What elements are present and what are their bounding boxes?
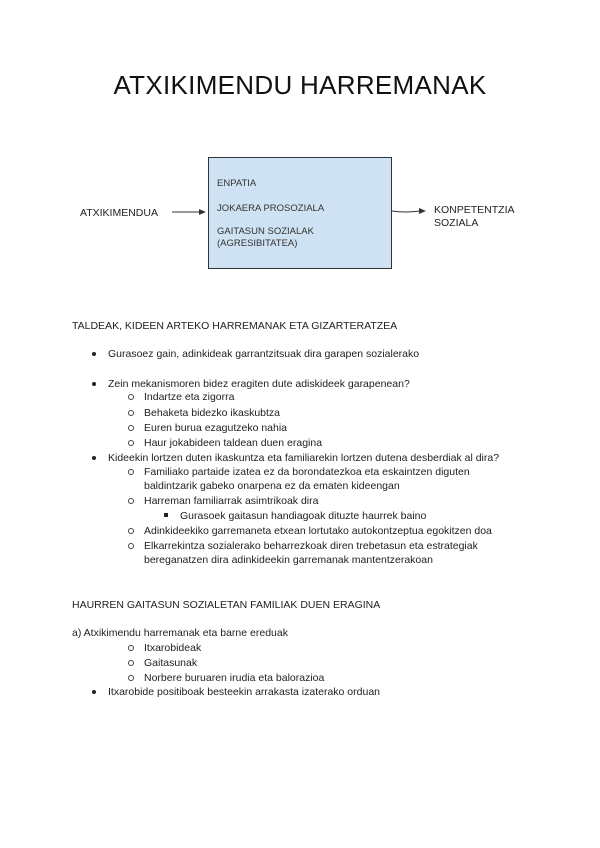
bullet-dot [92, 456, 96, 460]
sub-bullet-circle [128, 440, 134, 446]
bullet2-item-1: Indartze eta zigorra [144, 391, 235, 403]
arrow-left-head [199, 209, 206, 215]
bullet2-item-4: Haur jokabideen taldean duen eragina [144, 437, 323, 449]
box-item-empathy: ENPATIA [217, 178, 257, 189]
sub-sub-bullet-square [164, 513, 168, 517]
bullet3-item2-sub: Gurasoek gaitasun handiagoak dituzte haurrek baino [180, 510, 427, 522]
section2-item-1: Itxarobideak [144, 642, 202, 654]
bullet3-item3: Adinkideekiko garremaneta etxean lortutako autokontzeptua egokitzen doa [144, 525, 492, 537]
sub-bullet-circle [128, 469, 134, 475]
diagram-center-box [208, 157, 392, 269]
section2-item-3: Norbere buruaren irudia eta balorazioa [144, 672, 325, 684]
section2-item-2: Gaitasunak [144, 657, 198, 669]
sub-bullet-circle [128, 410, 134, 416]
sub-bullet-circle [128, 543, 134, 549]
box-item-prosocial: JOKAERA PROSOZIALA [217, 203, 325, 214]
sub-bullet-circle [128, 675, 134, 681]
sub-bullet-circle [128, 645, 134, 651]
attachment-diagram [0, 0, 600, 300]
bullet2-item-2: Behaketa bidezko ikaskubtza [144, 407, 281, 419]
box-item-social-skills: GAITASUN SOZIALAK [217, 226, 314, 237]
arrow-right-head [419, 208, 426, 214]
sub-bullet-circle [128, 660, 134, 666]
sub-bullet-circle [128, 425, 134, 431]
bullet-dot [92, 352, 96, 356]
section1-heading: TALDEAK, KIDEEN ARTEKO HARREMANAK ETA GIZARTERATZEA [72, 320, 398, 332]
page-title: ATXIKIMENDU HARREMANAK [113, 70, 487, 100]
bullet3-item4-line1: Elkarrekintza sozialerako beharrezkoak diren trebetasun eta estrategiak [144, 540, 478, 552]
section2-bullet: Itxarobide positiboak besteekin arrakasta izaterako orduan [108, 686, 380, 698]
diagram-left-label: ATXIKIMENDUA [80, 207, 158, 219]
section1-bullet1: Gurasoez gain, adinkideak garrantzitsuak dira garapen sozialerako [108, 348, 420, 360]
section2-subheading: a) Atxikimendu harremanak eta barne ereduak [72, 627, 288, 639]
diagram-right-label-2: SOZIALA [434, 217, 479, 229]
section1-bullet2: Zein mekanismoren bidez eragiten dute adiskideek garapenean? [108, 378, 410, 390]
section2-heading: HAURREN GAITASUN SOZIALETAN FAMILIAK DUEN ERAGINA [72, 599, 381, 611]
bullet2-item-3: Euren burua ezagutzeko nahia [144, 422, 288, 434]
bullet3-item1-line1: Familiako partaide izatea ez da borondatezkoa eta eskaintzen diguten [144, 466, 470, 478]
bullet-dot [92, 690, 96, 694]
bullet3-item4-line2: bereganatzen dira adinkideekin garremanak mantentzerakoan [144, 554, 433, 566]
sub-bullet-circle [128, 394, 134, 400]
bullet3-item1-line2: baldintzarik gabeko onarpena ez da ematen kideengan [144, 480, 400, 492]
arrow-right-line [392, 211, 420, 212]
bullet-dot [92, 382, 96, 386]
box-item-aggressiveness: (AGRESIBITATEA) [217, 238, 298, 249]
section1-bullet3: Kideekin lortzen duten ikaskuntza eta familiarekin lortzen dutena desberdiak al dira? [108, 452, 500, 464]
diagram-right-label-1: KONPETENTZIA [434, 204, 515, 216]
sub-bullet-circle [128, 498, 134, 504]
bullet3-item2: Harreman familiarrak asimtrikoak dira [144, 495, 319, 507]
sub-bullet-circle [128, 528, 134, 534]
